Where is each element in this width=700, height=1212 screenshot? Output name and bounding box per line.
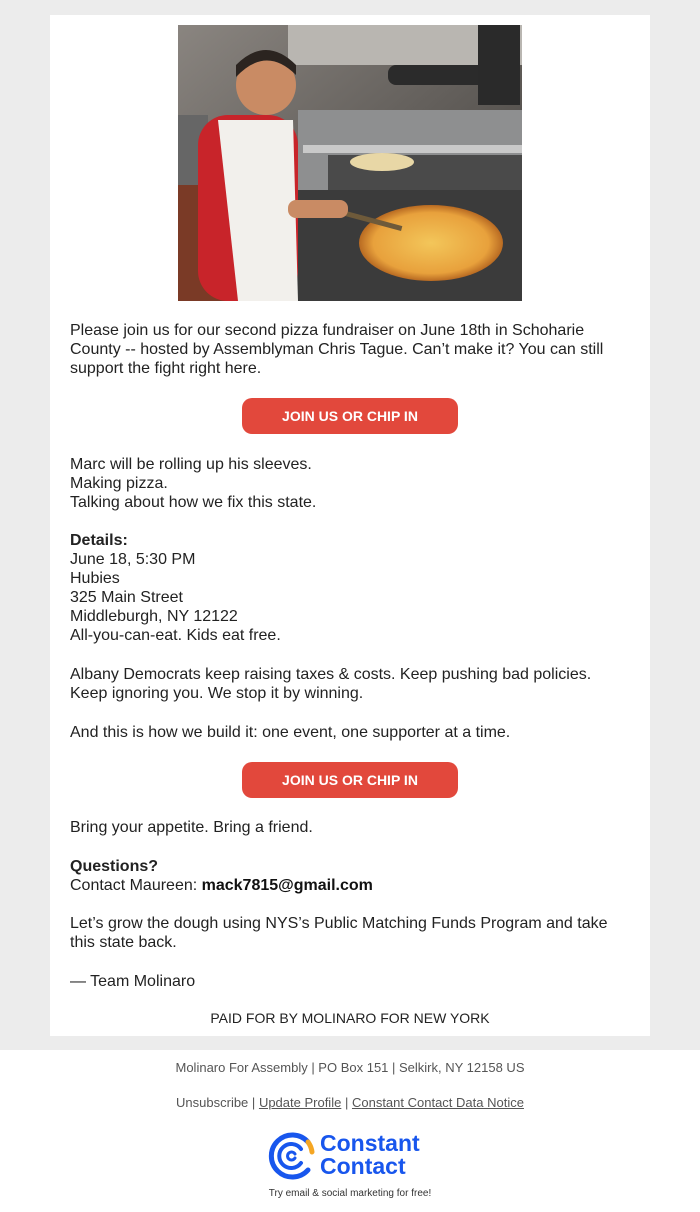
signoff-text: — Team Molinaro	[70, 973, 196, 990]
constant-contact-tagline: Try email & social marketing for free!	[268, 1188, 432, 1199]
footer-separator: |	[344, 1095, 349, 1110]
fix-state-line: Talking about how we fix this state.	[70, 494, 317, 511]
sleeves-line: Marc will be rolling up his sleeves.	[70, 456, 312, 473]
email-footer	[0, 1050, 700, 1212]
join-chip-in-button-bottom[interactable]: JOIN US OR CHIP IN	[242, 762, 458, 798]
details-street: 325 Main Street	[70, 589, 183, 606]
email-card	[50, 15, 650, 1036]
details-note: All-you-can-eat. Kids eat free.	[70, 627, 281, 644]
constant-contact-mark-icon	[268, 1132, 316, 1180]
details-heading: Details:	[70, 532, 128, 549]
intro-text: Please join us for our second pizza fundraiser on June 18th in Schoharie County -- hosted by Assemblyman Chris Tague. Can’t make it? You can still support the fight right here.	[70, 322, 604, 377]
details-venue: Hubies	[70, 570, 120, 587]
contact-email-link[interactable]: mack7815@gmail.com	[201, 877, 373, 894]
details-city: Middleburgh, NY 12122	[70, 608, 238, 625]
paid-for-text: PAID FOR BY MOLINARO FOR NEW YORK	[210, 1010, 490, 1026]
questions-block	[70, 857, 630, 895]
details-date: June 18, 5:30 PM	[70, 551, 196, 568]
join-chip-in-button-top[interactable]: JOIN US OR CHIP IN	[242, 398, 458, 434]
pizza-chef-image	[178, 25, 522, 301]
footer-links	[0, 1095, 700, 1110]
appetite-text: Bring your appetite. Bring a friend.	[70, 819, 313, 836]
wordmark-line-1: Constant	[320, 1130, 420, 1156]
data-notice-link[interactable]: Constant Contact Data Notice	[351, 1095, 524, 1110]
contact-line	[70, 876, 630, 895]
albany-text: Albany Democrats keep raising taxes & costs. Keep pushing bad policies. Keep ignoring you. We stop it by winning.	[70, 666, 592, 702]
pizza-line: Making pizza.	[70, 475, 168, 492]
unsubscribe-link[interactable]: Unsubscribe	[176, 1095, 249, 1110]
constant-contact-logo[interactable]	[268, 1132, 438, 1180]
footer-separator: |	[251, 1095, 256, 1110]
wordmark-line-2: Contact	[320, 1153, 406, 1179]
details-block	[70, 531, 630, 645]
build-text: And this is how we build it: one event, one supporter at a time.	[70, 724, 511, 741]
sleeves-block	[70, 455, 630, 512]
update-profile-link[interactable]: Update Profile	[258, 1095, 342, 1110]
grow-text: Let’s grow the dough using NYS’s Public Matching Funds Program and take this state back.	[70, 915, 608, 951]
questions-heading: Questions?	[70, 858, 159, 875]
footer-address: Molinaro For Assembly | PO Box 151 | Selkirk, NY 12158 US	[175, 1060, 525, 1075]
contact-prefix: Contact Maureen:	[70, 877, 202, 894]
constant-contact-wordmark	[320, 1132, 420, 1178]
hero-photo	[178, 25, 522, 301]
